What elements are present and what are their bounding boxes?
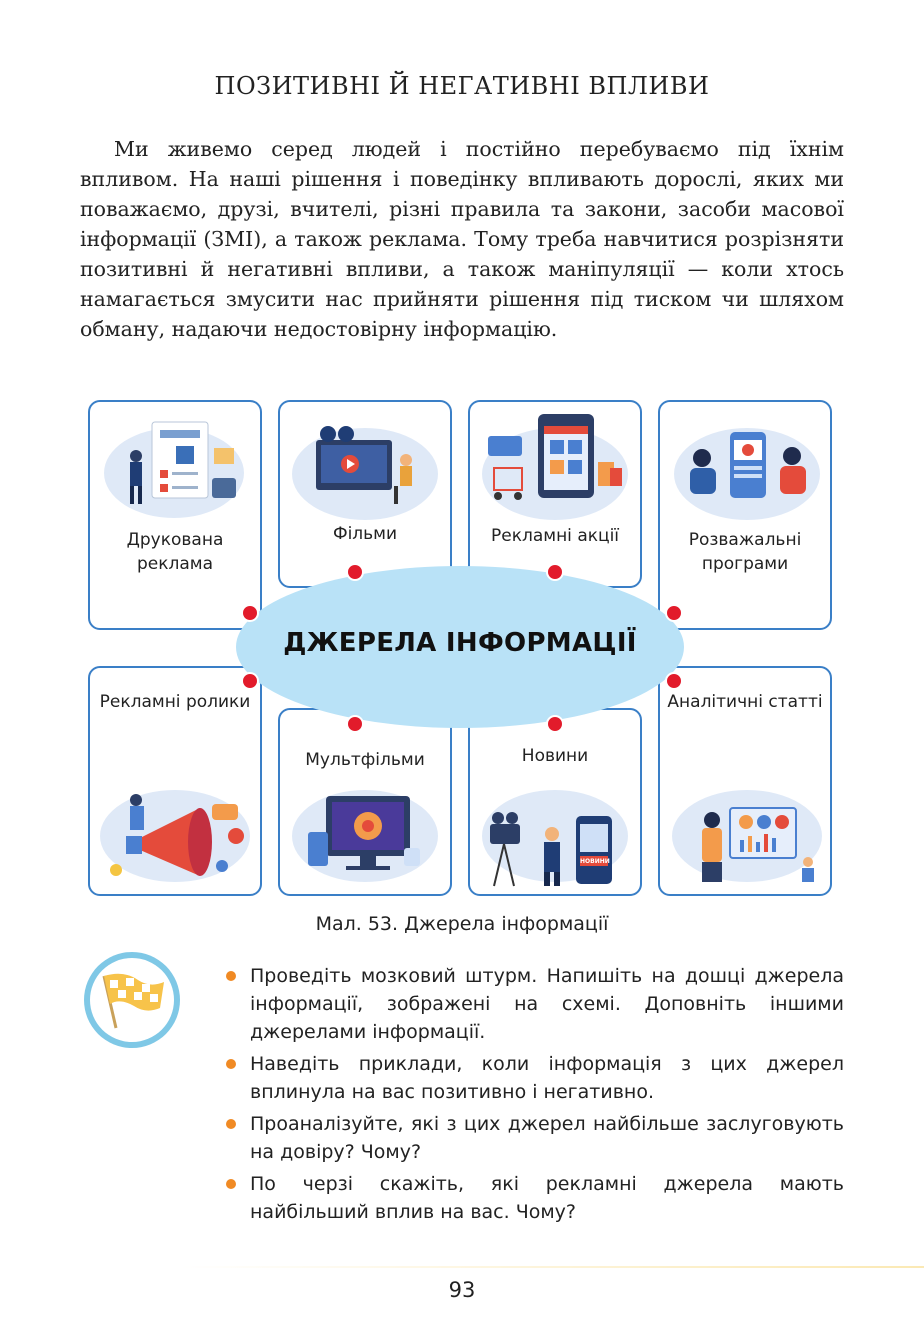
connector-dot	[546, 715, 564, 733]
card-label: Мультфільми	[305, 750, 425, 770]
connector-dot	[665, 604, 683, 622]
card-analytics	[658, 666, 832, 896]
task-item: Наведіть приклади, коли інформація з цих джерел вплинула на вас позитивно і негативно.	[226, 1050, 844, 1106]
card-cartoons	[278, 708, 452, 896]
figure-caption: Мал. 53. Джерела інформації	[315, 913, 609, 935]
card-entertainment	[658, 400, 832, 630]
connector-dot	[346, 715, 364, 733]
card-news	[468, 708, 642, 896]
cartoon-illustration	[302, 786, 432, 886]
connector-dot	[346, 563, 364, 581]
center-label: ДЖЕРЕЛА ІНФОРМАЦІЇ	[283, 628, 637, 658]
connector-dot	[665, 672, 683, 690]
card-label: Розважальні програми	[688, 530, 802, 574]
page-number: 93	[448, 1278, 476, 1302]
connector-dot	[241, 672, 259, 690]
task-list	[226, 962, 844, 1230]
entertainment-illustration	[678, 422, 818, 506]
connector-dot	[546, 563, 564, 581]
bullet-dot	[226, 1059, 236, 1069]
megaphone-illustration	[100, 786, 250, 886]
analytics-illustration	[690, 800, 820, 884]
footer-divider	[180, 1266, 924, 1268]
print-ad-illustration	[116, 416, 240, 506]
film-illustration	[308, 424, 428, 506]
card-print-ad	[88, 400, 262, 630]
bullet-dot	[226, 971, 236, 981]
bullet-dot	[226, 1119, 236, 1129]
card-promos	[468, 400, 642, 588]
news-illustration	[486, 810, 626, 890]
intro-text: Ми живемо серед людей і постійно перебуваємо під їхнім впливом. На наші рішення і поведінку впливають дорослі, яких ми поважаємо, друзі, вчителі, різні правила та закони, засоби масової інформації (ЗМІ), а також реклама. Тому треба навчитися розрізняти позитивні й негативні впливи, а також маніпуляції — коли хтось намагається змусити нас прийняти рішення під тиском чи шляхом обману, надаючи недостовірну інформацію.	[80, 137, 844, 341]
shop-promo-illustration	[486, 410, 626, 506]
card-label: Рекламні акції	[490, 526, 620, 546]
checkered-flag-icon	[94, 968, 170, 1032]
card-label: Новини	[521, 746, 589, 766]
page-title: ПОЗИТИВНІ Й НЕГАТИВНІ ВПЛИВИ	[214, 72, 710, 100]
task-item: По черзі скажіть, які рекламні джерела мають найбільший вплив на вас. Чому?	[226, 1170, 844, 1226]
task-item: Проаналізуйте, які з цих джерел найбільше заслуговують на довіру? Чому?	[226, 1110, 844, 1166]
card-label: Рекламні ролики	[99, 692, 251, 712]
connector-dot	[241, 604, 259, 622]
bullet-dot	[226, 1179, 236, 1189]
card-label: Друкована реклама	[126, 530, 224, 574]
task-item: Проведіть мозковий штурм. Напишіть на дошці джерела інформації, зображені на схемі. Доповніть іншими джерелами інформації.	[226, 962, 844, 1046]
news-screen-label: НОВИНИ	[580, 858, 610, 865]
card-label: Фільми	[332, 524, 398, 544]
card-label: Аналітичні статті	[667, 692, 823, 712]
card-commercials	[88, 666, 262, 896]
intro-paragraph	[80, 134, 844, 344]
card-films	[278, 400, 452, 588]
